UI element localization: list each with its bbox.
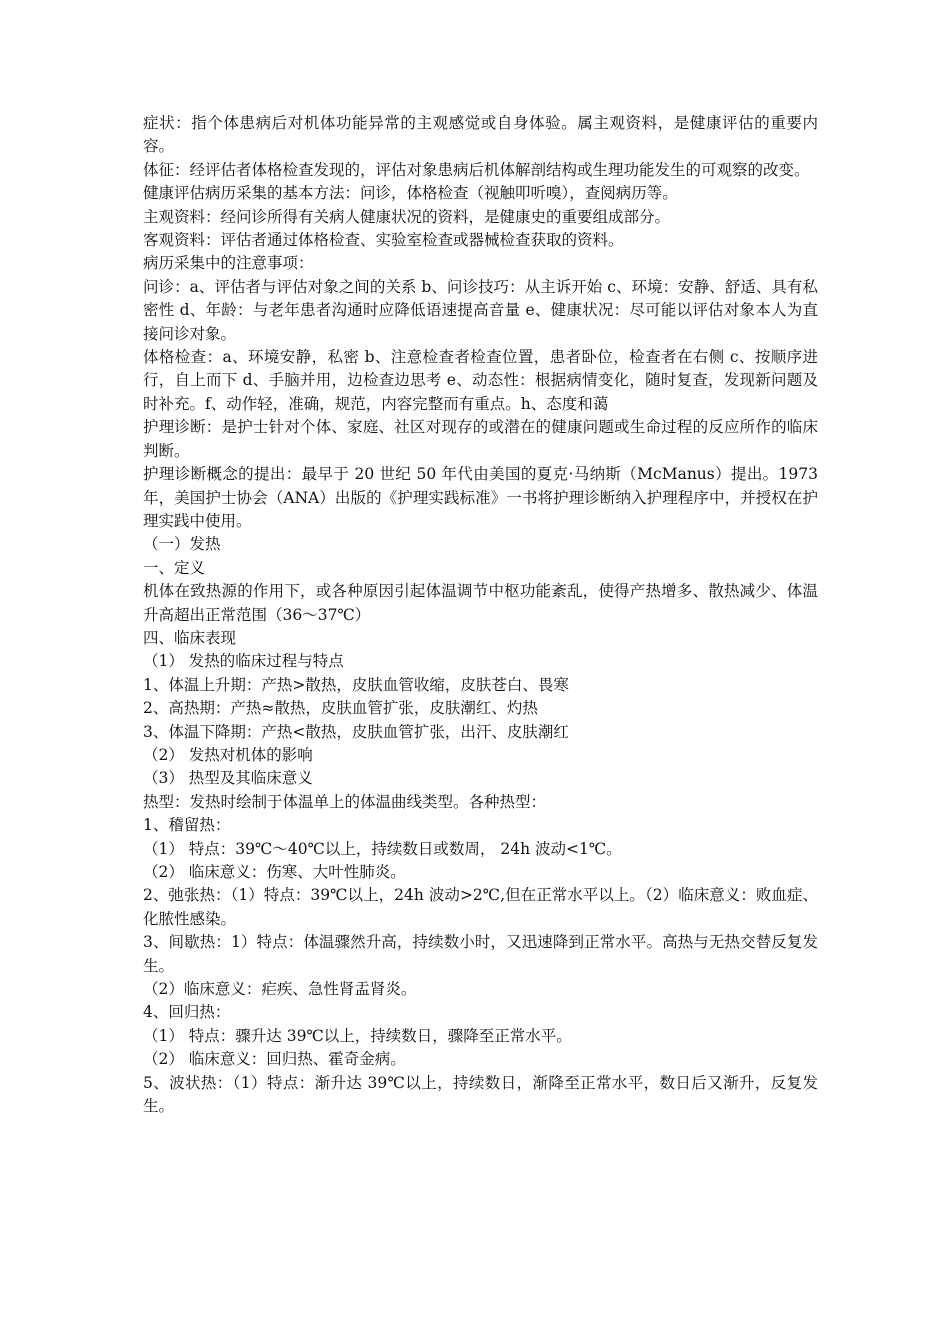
- paragraph-fever-type-definition: 热型：发热时绘制于体温单上的体温曲线类型。各种热型：: [143, 792, 547, 811]
- paragraph-nursing-diagnosis-origin: 护理诊断概念的提出：最早于 20 世纪 50 年代由美国的夏克·马纳斯（McManus）提出。1973 年，美国护士协会（ANA）出版的《护理实践标准》一书将护理诊断纳入护理程序中，并授权在护理实践中使用。: [143, 465, 818, 530]
- list-item-falling-phase: 3、体温下降期：产热<散热，皮肤血管扩张，出汗、皮肤潮红: [143, 722, 569, 741]
- heading-clinical-manifestations: 四、临床表现: [143, 628, 237, 647]
- paragraph-physical-exam: 体格检查：a、环境安静，私密 b、注意检查者检查位置，患者卧位，检查者在右侧 c、按顺序进行，自上而下 d、手脑并用，边检查边思考 e、动态性：根据病情变化，随时复查，发现新问题及时补充。f、动作轻，准确，规范，内容完整而有重点。h、态度和蔼: [143, 348, 818, 413]
- list-item-continuous-fever-features: （1） 特点：39℃～40℃以上，持续数日或数周， 24h 波动<1℃。: [143, 839, 622, 858]
- list-item-relapsing-fever-significance: （2） 临床意义：回归热、霍奇金病。: [143, 1050, 406, 1069]
- subheading-fever-process: （1） 发热的临床过程与特点: [143, 652, 344, 671]
- list-item-rising-phase: 1、体温上升期：产热>散热，皮肤血管收缩，皮肤苍白、畏寒: [143, 675, 569, 694]
- list-item-relapsing-fever: 4、回归热：: [143, 1003, 231, 1022]
- paragraph-subjective-data: 主观资料：经问诊所得有关病人健康状况的资料，是健康史的重要组成部分。: [143, 207, 671, 226]
- paragraph-history-methods: 健康评估病历采集的基本方法：问诊，体格检查（视触叩听嗅），查阅病历等。: [143, 184, 678, 203]
- heading-definition: 一、定义: [143, 558, 206, 577]
- list-item-high-fever-phase: 2、高热期：产热≈散热，皮肤血管扩张，皮肤潮红、灼热: [143, 699, 538, 718]
- subheading-fever-types: （3） 热型及其临床意义: [143, 769, 313, 788]
- subheading-fever-effects: （2） 发热对机体的影响: [143, 745, 313, 764]
- document-page: [143, 112, 818, 1118]
- list-item-continuous-fever: 1、稽留热：: [143, 816, 231, 835]
- heading-fever: （一）发热: [143, 535, 221, 554]
- paragraph-objective-data: 客观资料：评估者通过体格检查、实验室检查或器械检查获取的资料。: [143, 231, 624, 250]
- paragraph-sign-definition: 体征：经评估者体格检查发现的，评估对象患病后机体解剖结构或生理功能发生的可观察的改变。: [143, 160, 810, 179]
- list-item-intermittent-fever: 3、间歇热：1）特点：体温骤然升高，持续数小时，又迅速降到正常水平。高热与无热交替反复发生。: [143, 933, 818, 975]
- list-item-continuous-fever-significance: （2） 临床意义：伤寒、大叶性肺炎。: [143, 863, 406, 881]
- paragraph-fever-definition: 机体在致热源的作用下，或各种原因引起体温调节中枢功能紊乱，使得产热增多、散热减少、体温升高超出正常范围（36～37℃）: [143, 582, 818, 624]
- paragraph-nursing-diagnosis: 护理诊断：是护士针对个体、家庭、社区对现存的或潜在的健康问题或生命过程的反应所作的临床判断。: [143, 418, 818, 460]
- paragraph-interview: 问诊：a、评估者与评估对象之间的关系 b、问诊技巧：从主诉开始 c、环境：安静、舒适、具有私密性 d、年龄：与老年患者沟通时应降低语速提高音量 e、健康状况：尽可能以评估对象本人为直接问诊对象。: [143, 277, 818, 343]
- paragraph-history-notes-heading: 病历采集中的注意事项：: [143, 254, 314, 273]
- list-item-remittent-fever: 2、弛张热：（1）特点：39℃以上，24h 波动>2℃,但在正常水平以上。（2）临床意义：败血症、化脓性感染。: [143, 886, 818, 928]
- list-item-intermittent-fever-significance: （2）临床意义：疟疾、急性肾盂肾炎。: [143, 980, 417, 999]
- list-item-undulant-fever: 5、波状热：（1）特点：渐升达 39℃以上，持续数日，渐降至正常水平，数日后又渐升，反复发生。: [143, 1073, 818, 1116]
- list-item-relapsing-fever-features: （1） 特点：骤升达 39℃以上，持续数日，骤降至正常水平。: [143, 1026, 572, 1045]
- paragraph-symptom-definition: 症状：指个体患病后对机体功能异常的主观感觉或自身体验。属主观资料，是健康评估的重要内容。: [143, 114, 818, 156]
